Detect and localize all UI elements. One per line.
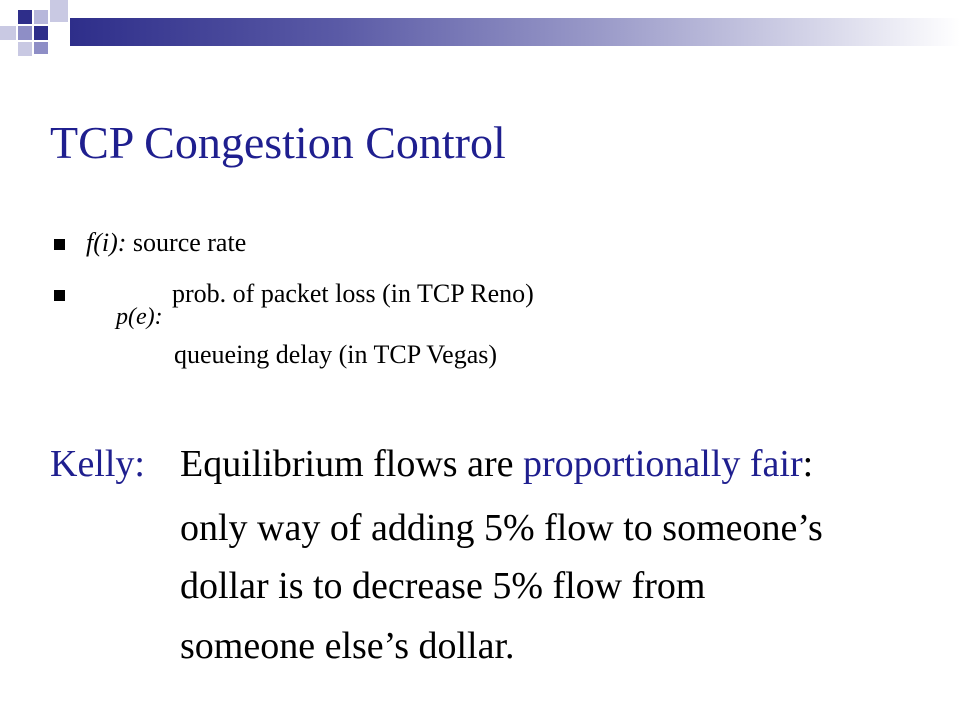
bullet-2-symbol: p(e): (116, 304, 163, 330)
kelly-line-2: only way of adding 5% flow to someone’s (180, 507, 823, 549)
kelly-line-1 (180, 442, 813, 486)
logo-square-3 (50, 0, 68, 22)
logo-square-8 (34, 42, 48, 54)
logo-square-5 (18, 26, 32, 40)
logo-square-7 (18, 42, 32, 56)
bullet-square-icon (54, 239, 65, 250)
kelly-line-4: someone else’s dollar. (180, 625, 515, 667)
kelly-line-3: dollar is to decrease 5% flow from (180, 565, 706, 607)
bullet-1-text: source rate (132, 228, 247, 257)
kelly-label: Kelly: (50, 443, 145, 485)
logo-square-2 (34, 10, 48, 24)
kelly-line-1-colon: : (802, 443, 814, 485)
logo-square-4 (0, 26, 16, 40)
logo-square-6 (34, 26, 48, 40)
header-gradient-bar (70, 18, 960, 46)
logo-square-1 (18, 10, 32, 24)
bullet-square-icon (54, 290, 65, 301)
bullet-2-line-2: queueing delay (in TCP Vegas) (174, 340, 498, 369)
bullet-2-line-1: prob. of packet loss (in TCP Reno) (172, 279, 534, 308)
slide-title: TCP Congestion Control (50, 117, 506, 168)
bullet-1 (86, 228, 246, 258)
bullet-1-symbol: f(i): (86, 228, 127, 257)
proportionally-fair-highlight: proportionally fair (522, 443, 803, 485)
kelly-line-1-text: Equilibrium flows are (180, 443, 514, 485)
